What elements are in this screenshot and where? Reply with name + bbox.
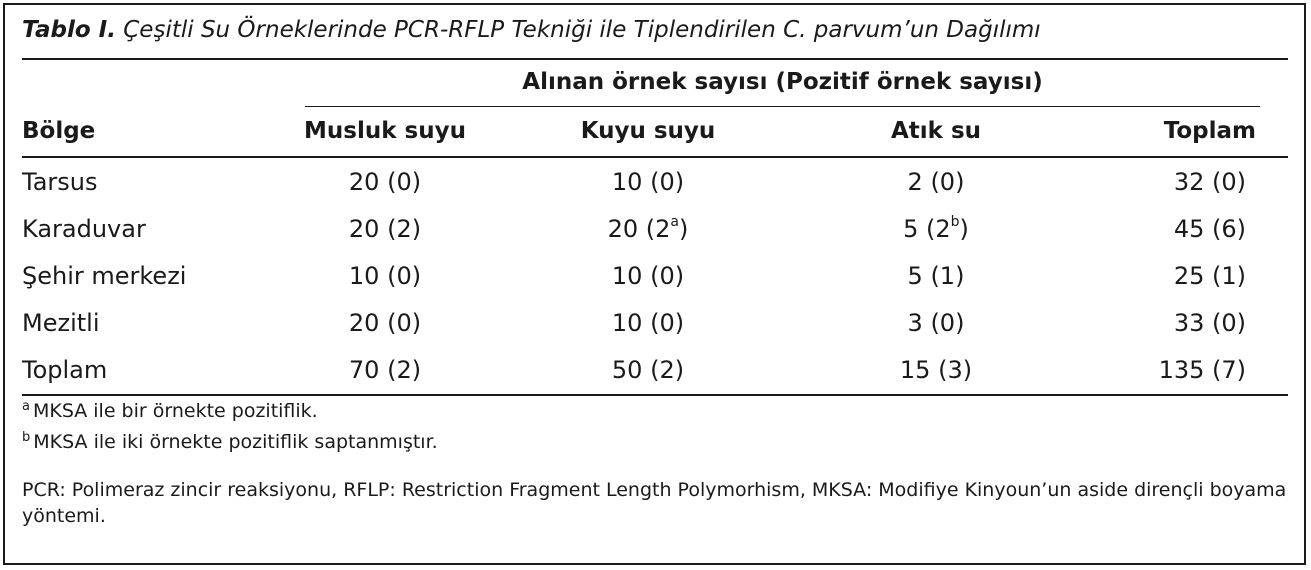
row-tap-water: 20 (0) <box>348 168 422 196</box>
row-waste-water: 15 (3) <box>899 356 973 384</box>
footnote-ref-b: b <box>950 214 960 230</box>
footnote-b <box>22 429 438 458</box>
row-waste-water: 5 (2$^b$) <box>903 214 969 243</box>
caption-text: Çeşitli Su Örneklerinde PCR-RFLP Tekniği ile Tiplendirilen C. parvum’un Dağılımı <box>123 17 1041 43</box>
row-tap-water: 10 (0) <box>348 262 422 290</box>
row-well-water: 10 (0) <box>611 168 685 196</box>
table-caption <box>22 17 1041 43</box>
row-total: 45 (6) <box>1173 215 1246 243</box>
row-well-water: 50 (2) <box>611 356 685 384</box>
row-region: Toplam <box>22 356 108 384</box>
row-region: Şehir merkezi <box>22 262 187 290</box>
row-region: Karaduvar <box>22 215 146 243</box>
group-rule <box>305 106 1260 107</box>
column-header-tap-water: Musluk suyu <box>304 118 466 144</box>
row-tap-water: 20 (2) <box>348 215 422 243</box>
footnote-ref-a: a <box>670 214 680 230</box>
group-header: Alınan örnek sayısı (Pozitif örnek sayısı) <box>522 69 1043 95</box>
caption-label: Tablo I. <box>22 17 116 43</box>
footnote-b-text: MKSA ile iki örnekte pozitiflik saptanmıştır. <box>33 431 438 453</box>
row-total: 135 (7) <box>1158 356 1246 384</box>
header-rule <box>22 156 1288 158</box>
column-header-region: Bölge <box>22 118 96 144</box>
column-header-well-water: Kuyu suyu <box>580 118 716 144</box>
row-region: Tarsus <box>22 168 98 196</box>
bottom-rule <box>22 394 1288 396</box>
row-total: 25 (1) <box>1173 262 1246 290</box>
row-waste-water: 5 (1) <box>907 262 965 290</box>
row-well-water: 10 (0) <box>611 309 685 337</box>
row-total: 32 (0) <box>1173 168 1246 196</box>
column-header-waste-water: Atık su <box>890 118 982 144</box>
footnote-a-text: MKSA ile bir örnekte pozitiflik. <box>32 400 318 422</box>
row-tap-water: 70 (2) <box>348 356 422 384</box>
row-region: Mezitli <box>22 309 100 337</box>
footnote-a <box>22 398 318 427</box>
row-well-water: 10 (0) <box>611 262 685 290</box>
row-waste-water: 2 (0) <box>907 168 965 196</box>
row-total: 33 (0) <box>1173 309 1246 337</box>
column-header-total: Toplam <box>1163 118 1256 144</box>
row-well-water: 20 (2$^a$) <box>607 214 689 243</box>
top-rule <box>22 58 1288 60</box>
footnote-a-mark: a <box>22 399 30 414</box>
row-waste-water: 3 (0) <box>907 309 965 337</box>
row-tap-water: 20 (0) <box>348 309 422 337</box>
abbreviations-note: PCR: Polimeraz zincir reaksiyonu, RFLP: Restriction Fragment Length Polymorhism, MKSA: Modifiye Kinyoun’un aside dirençli boyama yöntemi. <box>22 479 1287 527</box>
footnote-b-mark: b <box>22 430 31 445</box>
